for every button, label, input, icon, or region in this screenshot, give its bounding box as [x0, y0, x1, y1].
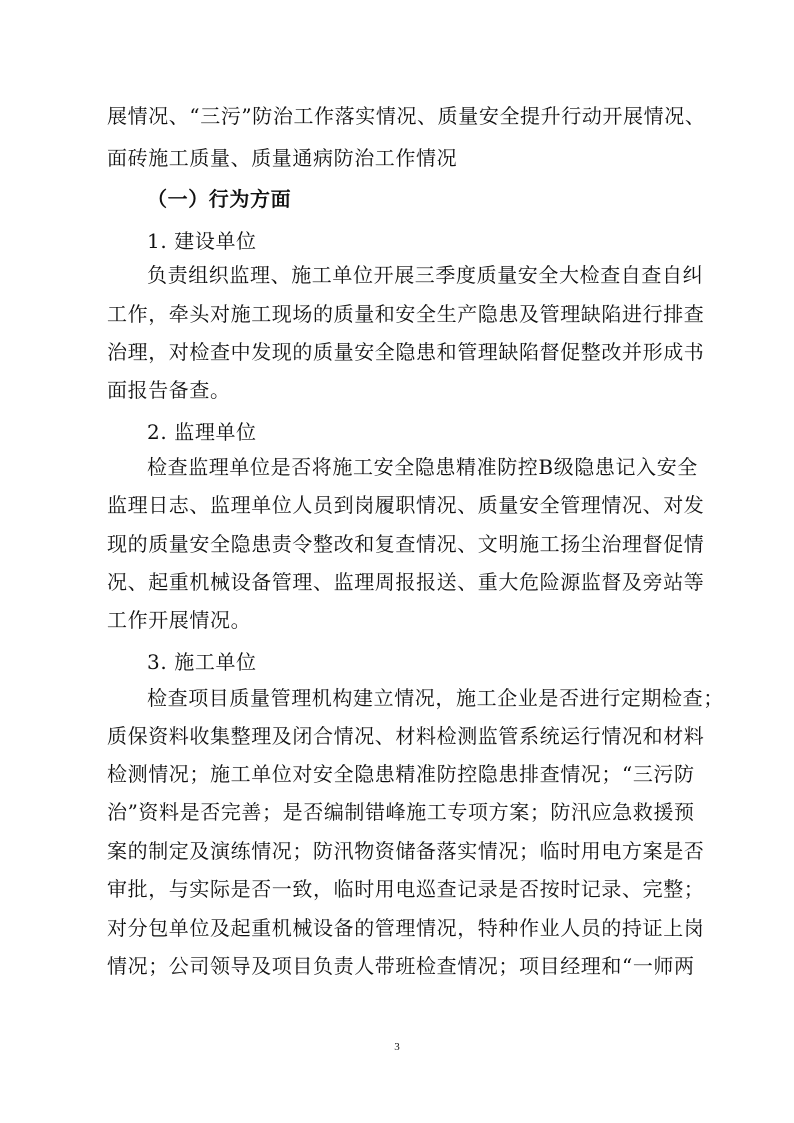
subsection-heading: 1. 建设单位 — [147, 229, 257, 253]
text-line: 情况；公司领导及项目负责人带班检查情况；项目经理和“一师两 — [107, 954, 695, 978]
text-line: 工作开展情况。 — [107, 608, 252, 632]
text-line: 检测情况；施工单位对安全隐患精准防控隐患排查情况；“三污防 — [107, 762, 695, 786]
subsection-heading: 3. 施工单位 — [147, 650, 257, 674]
text-line: 案的制定及演练情况；防汛物资储备落实情况；临时用电方案是否 — [107, 839, 705, 863]
text-line: 治理，对检查中发现的质量安全隐患和管理缺陷督促整改并形成书 — [107, 340, 705, 364]
text-line: 检查项目质量管理机构建立情况，施工企业是否进行定期检查； — [147, 686, 724, 710]
page-number: 3 — [394, 1041, 400, 1053]
text-line: 工作，牵头对施工现场的质量和安全生产隐患及管理缺陷进行排查 — [107, 302, 705, 326]
text-line: 展情况、“三污”防治工作落实情况、质量安全提升行动开展情况、 — [107, 104, 706, 128]
text-line: 现的质量安全隐患责令整改和复查情况、文明施工扬尘治理督促情 — [107, 532, 705, 556]
text-line: 监理日志、监理单位人员到岗履职情况、质量安全管理情况、对发 — [107, 493, 705, 517]
subsection-heading: 2. 监理单位 — [147, 420, 257, 444]
text-line: 负责组织监理、施工单位开展三季度质量安全大检查自查自纠 — [147, 263, 704, 287]
text-line: 检查监理单位是否将施工安全隐患精准防控B级隐患记入安全 — [147, 455, 698, 479]
text-line: 面报告备查。 — [107, 378, 231, 402]
text-line: 面砖施工质量、质量通病防治工作情况 — [107, 146, 458, 170]
text-line: 况、起重机械设备管理、监理周报报送、重大危险源监督及旁站等 — [107, 570, 705, 594]
text-line: 审批，与实际是否一致，临时用电巡查记录是否按时记录、完整； — [107, 877, 705, 901]
text-line: 质保资料收集整理及闭合情况、材料检测监管系统运行情况和材料 — [107, 724, 705, 748]
section-heading: （一）行为方面 — [147, 187, 292, 211]
text-line: 治”资料是否完善；是否编制错峰施工专项方案；防汛应急救援预 — [107, 800, 695, 824]
text-line: 对分包单位及起重机械设备的管理情况，特种作业人员的持证上岗 — [107, 916, 705, 940]
